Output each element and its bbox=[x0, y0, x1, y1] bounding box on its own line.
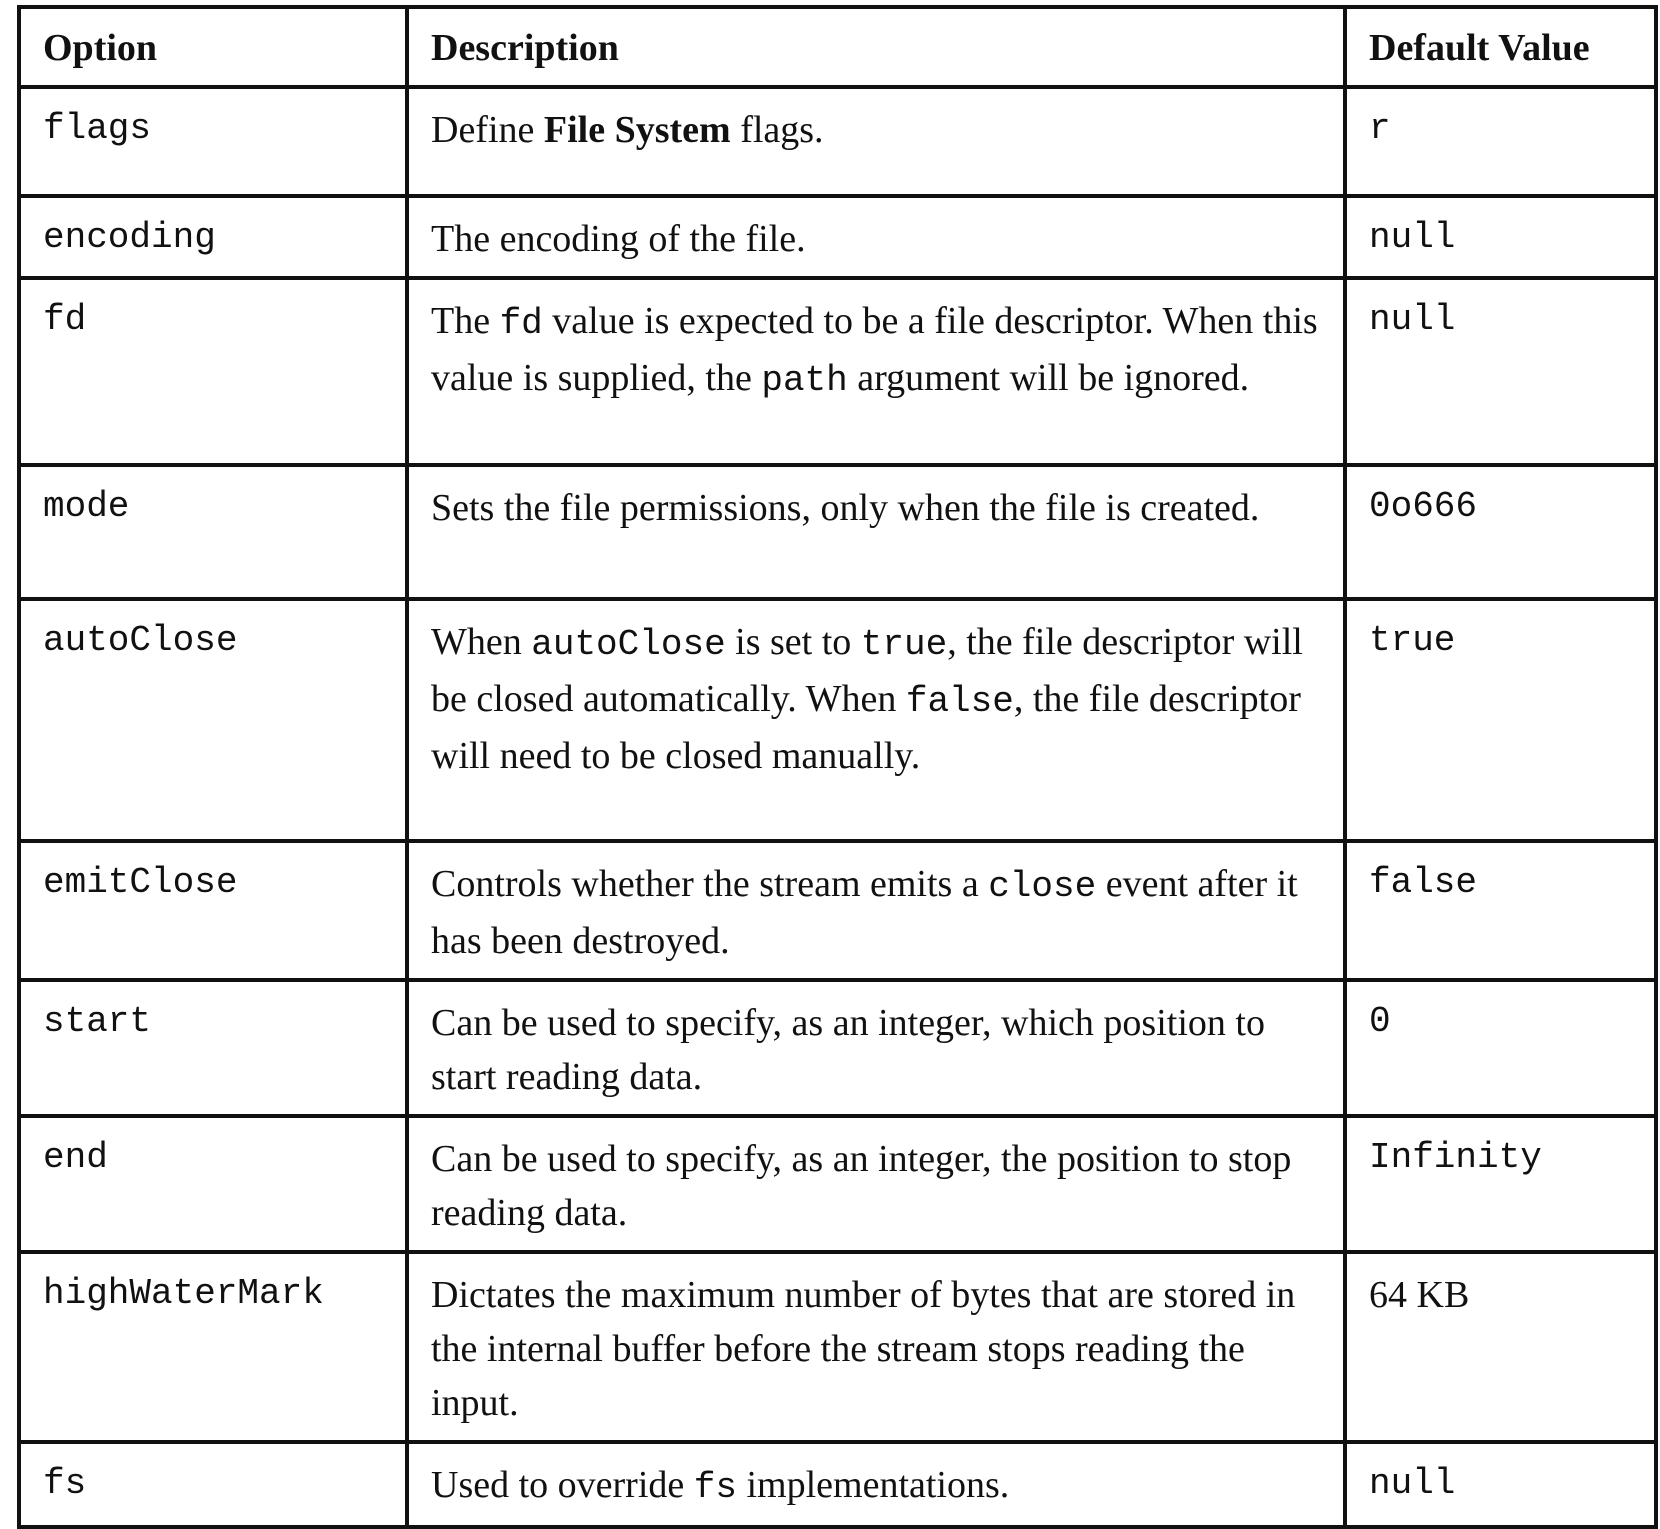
text-span: is set to bbox=[725, 621, 861, 663]
table-row bbox=[19, 196, 1656, 278]
table-row bbox=[19, 465, 1656, 599]
bold-span: File System bbox=[543, 109, 731, 151]
description-cell bbox=[407, 980, 1345, 1116]
table-row bbox=[19, 599, 1656, 841]
table-body bbox=[19, 87, 1656, 1527]
description-cell bbox=[407, 1252, 1345, 1442]
text-span: Controls whether the stream emits a bbox=[431, 863, 989, 905]
text-span: Can be used to specify, as an integer, the position to stop reading data. bbox=[431, 1138, 1292, 1234]
default-value-cell: 0o666 bbox=[1345, 465, 1656, 599]
code-span: close bbox=[988, 866, 1097, 907]
text-span: implementations. bbox=[736, 1464, 1010, 1506]
code-span: fd bbox=[499, 303, 543, 344]
option-cell: flags bbox=[19, 87, 407, 196]
code-span: path bbox=[761, 360, 848, 401]
text-span: Can be used to specify, as an integer, which position to start reading data. bbox=[431, 1002, 1265, 1098]
default-value-cell: false bbox=[1345, 841, 1656, 980]
description-cell bbox=[407, 1116, 1345, 1252]
description-cell bbox=[407, 465, 1345, 599]
default-value-cell: 64 KB bbox=[1345, 1252, 1656, 1442]
default-value-cell: null bbox=[1345, 1442, 1656, 1527]
default-value-cell: null bbox=[1345, 196, 1656, 278]
text-span: event after it has been destroyed. bbox=[431, 863, 1298, 962]
header-row bbox=[19, 7, 1656, 87]
text-span: Dictates the maximum number of bytes that are stored in the internal buffer before the stream stops reading the input. bbox=[431, 1274, 1296, 1424]
option-cell: autoClose bbox=[19, 599, 407, 841]
code-span: true bbox=[860, 624, 948, 665]
text-span: When bbox=[431, 621, 532, 663]
default-value-cell: 0 bbox=[1345, 980, 1656, 1116]
description-cell bbox=[407, 1442, 1345, 1527]
text-span: argument will be ignored. bbox=[847, 357, 1250, 399]
header-description: Description bbox=[407, 7, 1345, 87]
table-row bbox=[19, 1116, 1656, 1252]
text-span: The bbox=[431, 300, 500, 342]
text-span: value is expected to be a file descriptor. When this value is supplied, the bbox=[431, 300, 1318, 399]
table-row bbox=[19, 841, 1656, 980]
table-row bbox=[19, 980, 1656, 1116]
option-cell: highWaterMark bbox=[19, 1252, 407, 1442]
options-table bbox=[17, 5, 1658, 1529]
text-span: Used to override bbox=[431, 1464, 694, 1506]
option-cell: fs bbox=[19, 1442, 407, 1527]
description-cell bbox=[407, 196, 1345, 278]
description-cell bbox=[407, 599, 1345, 841]
default-value-cell: r bbox=[1345, 87, 1656, 196]
header-option: Option bbox=[19, 7, 407, 87]
code-span: autoClose bbox=[531, 624, 726, 665]
text-span: Define bbox=[431, 109, 544, 151]
option-cell: mode bbox=[19, 465, 407, 599]
description-cell bbox=[407, 87, 1345, 196]
table-row bbox=[19, 1252, 1656, 1442]
code-span: fs bbox=[693, 1467, 737, 1508]
text-span: The encoding of the file. bbox=[431, 218, 806, 260]
default-value-cell: Infinity bbox=[1345, 1116, 1656, 1252]
text-span: , the file descriptor will need to be closed manually. bbox=[431, 678, 1301, 777]
option-cell: end bbox=[19, 1116, 407, 1252]
text-span: Sets the file permissions, only when the file is created. bbox=[431, 487, 1260, 529]
option-cell: start bbox=[19, 980, 407, 1116]
table-row bbox=[19, 1442, 1656, 1527]
option-cell: encoding bbox=[19, 196, 407, 278]
option-cell: fd bbox=[19, 278, 407, 465]
code-span: false bbox=[905, 681, 1014, 722]
option-cell: emitClose bbox=[19, 841, 407, 980]
table-row bbox=[19, 278, 1656, 465]
default-value-cell: null bbox=[1345, 278, 1656, 465]
description-cell bbox=[407, 841, 1345, 980]
description-cell bbox=[407, 278, 1345, 465]
text-span: , the file descriptor will be closed automatically. When bbox=[431, 621, 1303, 720]
text-span: flags. bbox=[730, 109, 824, 151]
header-default-value: Default Value bbox=[1345, 7, 1656, 87]
default-value-cell: true bbox=[1345, 599, 1656, 841]
table-row bbox=[19, 87, 1656, 196]
